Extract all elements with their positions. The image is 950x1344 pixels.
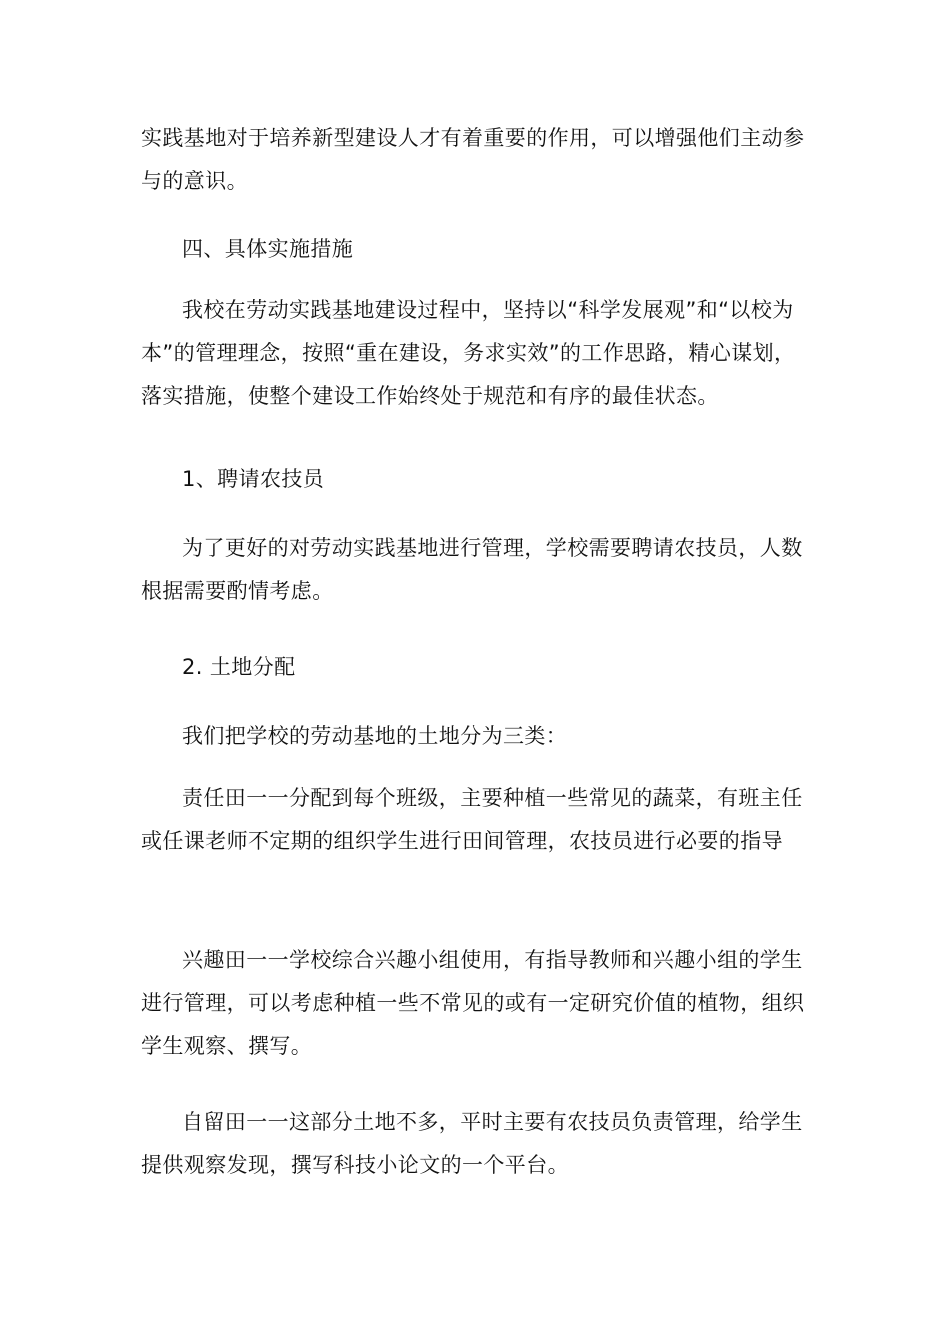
paragraph-interest-field: 兴趣田一一学校综合兴趣小组使用，有指导教师和兴趣小组的学生进行管理，可以考虑种植一些不常见的或有一定研究价值的植物，组织学生观察、撰写。 xyxy=(141,948,805,1058)
paragraph-land-categories: 我们把学校的劳动基地的土地分为三类： xyxy=(182,724,568,748)
subheading-hire-agronomist: 1、聘请农技员 xyxy=(182,467,325,491)
paragraph-practice-base-importance: 实践基地对于培养新型建设人才有着重要的作用，可以增强他们主动参与的意识。 xyxy=(141,126,805,193)
paragraph-hire-agronomist: 为了更好的对劳动实践基地进行管理，学校需要聘请农技员，人数根据需要酌情考虑。 xyxy=(141,536,803,603)
subheading-land-allocation: 2. 土地分配 xyxy=(182,655,296,679)
section-heading-implementation-measures: 四、具体实施措施 xyxy=(182,237,354,261)
paragraph-responsibility-field: 责任田一一分配到每个班级，主要种植一些常见的蔬菜，有班主任或任课老师不定期的组织学生进行田间管理，农技员进行必要的指导 xyxy=(141,786,803,853)
paragraph-construction-philosophy: 我校在劳动实践基地建设过程中，坚持以“科学发展观”和“以校为本”的管理理念，按照“重在建设，务求实效”的工作思路，精心谋划，落实措施，使整个建设工作始终处于规范和有序的最佳状态。 xyxy=(141,298,796,408)
paragraph-reserved-field: 自留田一一这部分土地不多，平时主要有农技员负责管理，给学生提供观察发现，撰写科技小论文的一个平台。 xyxy=(141,1110,803,1177)
